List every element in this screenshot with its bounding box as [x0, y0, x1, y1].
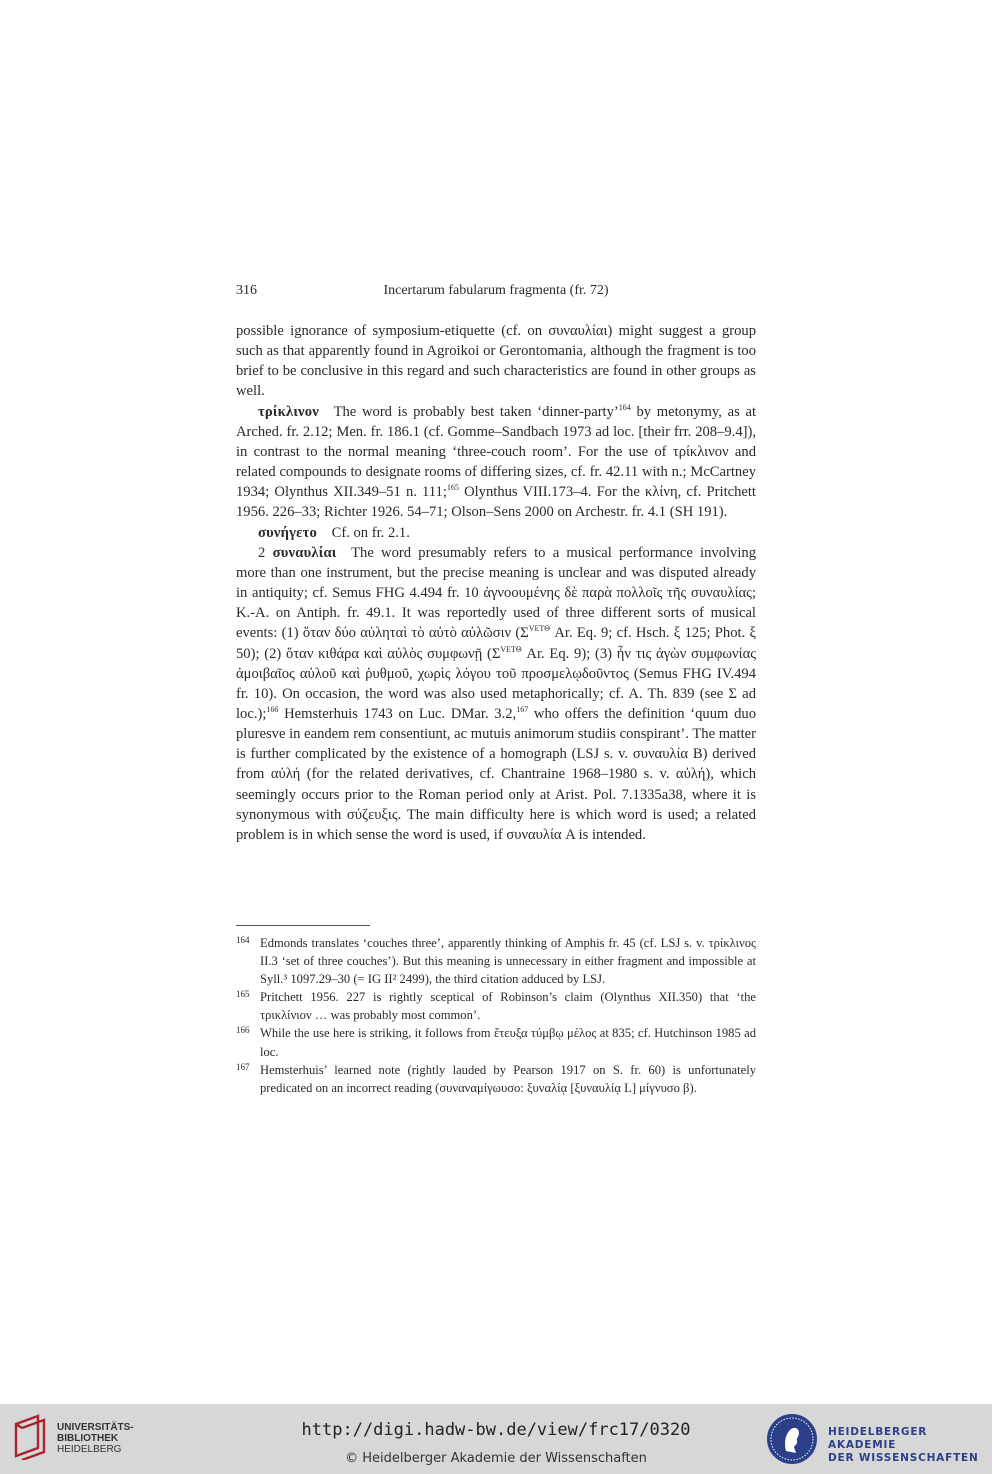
academy-seal-icon[interactable] [766, 1413, 818, 1465]
footnote-number: 165 [236, 989, 250, 1000]
paragraph-synegeto [236, 523, 756, 543]
academy-name [828, 1426, 992, 1465]
footnotes [236, 934, 756, 1097]
lemma-synegeto: συνήγετο [258, 524, 318, 541]
footnote-165 [236, 988, 756, 1024]
footnote-ref-164[interactable]: 164 [618, 402, 631, 412]
scholia-siglum: VETΘ [500, 644, 522, 654]
paragraph-text: by metonymy, as at Arched. fr. 2.12; Men. fr. 186.1 (cf. Gomme–Sandbach 1973 ad loc. [their frr. 208–9.4]), in contrast to the normal meaning ‘three-couch room’. For the use of τρίκλινον and related compounds to designate rooms of differing sizes, cf. fr. 42.11 with n.; McCartney 1934; Olynthus XII.349–51 n. 111; [236, 403, 756, 501]
page-header [236, 283, 756, 303]
footnote-number: 167 [236, 1061, 250, 1072]
logo-text-line: DER WISSENSCHAFTEN [828, 1452, 979, 1464]
lemma-triklinon: τρίκλινον [258, 403, 319, 420]
paragraph-text: Ar. Eq. 9); (3) ἦν τις ἀγὼν συμφωνίας ἀμοιβαῖος αὐλοῦ καὶ ῥυθμοῦ, χωρὶς λόγου τοῦ προσμελῳδοῦντος (Semus FHG IV.494 fr. 10). On occasion, the word was also used metaphorically; cf. A. Th. 839 (see Σ ad loc.); [236, 645, 756, 722]
lemma-synaulia: συναυλίαι [272, 544, 337, 561]
footnote-text: Pritchett 1956. 227 is rightly sceptical of Robinson’s claim (Olynthus XII.350) that ‘the τρικλίνιον … was probably most common’. [260, 990, 756, 1023]
footnote-ref-165[interactable]: 165 [446, 483, 459, 493]
permalink-url[interactable]: http://digi.hadw-bw.de/view/frc17/0320 [301, 1420, 691, 1440]
copyright-notice: © Heidelberger Akademie der Wissenschaften [345, 1451, 647, 1466]
paragraph-text: Olynthus VIII.173–4. For the κλίνη, cf. Pritchett 1956. 226–33; Richter 1926. 54–71; Olson–Sens 2000 on Archestr. fr. 4.1 (SH 191). [236, 484, 756, 521]
logo-text-line: UNIVERSITÄTS- [57, 1422, 134, 1433]
line-number: 2 [258, 544, 266, 561]
paragraph-text: who offers the definition ‘quum duo pluresve in eandem rem consentiunt, ac mutuis animorum studiis conspirant’. The matter is further complicated by the existence of a homograph (LSJ s. v. συναυλία B) derived from αὐλή (for the related derivatives, cf. Chantraine 1968–1980 s. v. αὐλή), which seemingly occurs prior to the Roman period only at Arist. Pol. 7.1335a38, where it is synonymous with σύζευξις. The main difficulty here is which word is used; a related problem is in which sense the word is used, if συναυλία A is intended. [236, 705, 756, 843]
logo-text-line: BIBLIOTHEK [57, 1433, 119, 1444]
paragraph-1: possible ignorance of symposium-etiquette (cf. on συναυλίαι) might suggest a group such as that apparently found in Agroikoi or Gerontomania, although the fragment is too brief to be conclusive in this regard and such characteristics are found in other groups as well. [236, 323, 756, 400]
footnote-text: Hemsterhuis’ learned note (rightly lauded by Pearson 1917 on S. fr. 60) is unfortunately predicated on an incorrect reading (συναναμίγωυσο: ξυναλίᾳ [ξυναυλίᾳ L] μίγνυσο β). [260, 1062, 756, 1095]
footnote-ref-167[interactable]: 167 [516, 705, 529, 715]
main-text [236, 321, 756, 845]
logo-text-line: HEIDELBERGER AKADEMIE [828, 1426, 928, 1451]
running-title: Incertarum fabularum fragmenta (fr. 72) [383, 283, 609, 298]
footnote-divider [236, 925, 370, 926]
page-number: 316 [236, 283, 257, 298]
paragraph-text: The word is probably best taken ‘dinner-party’ [333, 403, 619, 420]
footnote-text: Edmonds translates ‘couches three’, apparently thinking of Amphis fr. 45 (cf. LSJ s. v. τρίκλινος II.3 ‘set of three couches’). But this meaning is unnecessary in either fragment and impossible at Syll.³ 1097.29–30 (= IG II² 2499), the third citation adduced by LSJ. [260, 936, 756, 987]
paragraph-text: The word presumably refers to a musical performance involving more than one instrument, but the precise meaning is unclear and was disputed already in antiquity; cf. Semus FHG 4.494 fr. 10 ἀγνοουμένης δὲ παρὰ πολλοῖς τῆς συναυλίας; K.-A. on Antiph. fr. 49.1. It was reportedly used of three different sorts of musical events: (1) ὅταν δύο αὐληταὶ τὸ αὐτὸ αὐλῶσιν (Σ [236, 544, 756, 642]
footnote-number: 166 [236, 1025, 250, 1036]
footer-bar [0, 1404, 992, 1474]
scholia-siglum: VETΘ [528, 624, 551, 634]
footnote-167 [236, 1061, 756, 1097]
logo-text-line: HEIDELBERG [57, 1444, 122, 1455]
paragraph-text: Hemsterhuis 1743 on Luc. DMar. 3.2, [278, 705, 517, 722]
paragraph-triklinon [236, 402, 756, 523]
paragraph-text: Ar. Eq. 9; cf. Hsch. ξ 125; Phot. ξ 50); (2) ὅταν κιθάρα καὶ αὐλὸς συμφωνῇ (Σ [236, 625, 756, 662]
paragraph-text: Cf. on fr. 2.1. [331, 524, 410, 541]
paragraph-synaulia [236, 543, 756, 845]
footnote-number: 164 [236, 935, 250, 945]
footnote-text: While the use here is striking, it follows from ἔτευξα τύμβῳ μέλος at 835; cf. Hutchinson 1985 ad loc. [260, 1026, 756, 1059]
footnote-ref-166[interactable]: 166 [266, 705, 279, 715]
footnote-164 [236, 934, 756, 988]
footnote-166 [236, 1024, 756, 1060]
